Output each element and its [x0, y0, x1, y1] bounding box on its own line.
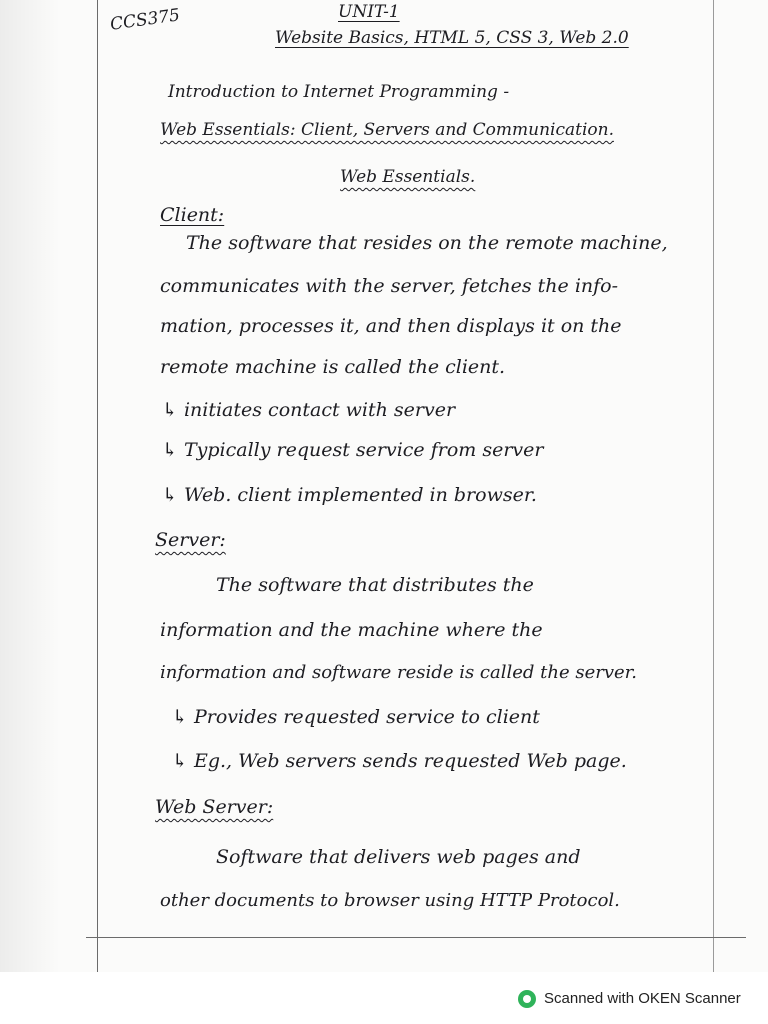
right-margin-line [713, 0, 714, 972]
client-line-2: communicates with the server, fetches the info- [160, 275, 619, 297]
bottom-rule-line [86, 937, 746, 938]
server-heading: Server: [155, 529, 226, 551]
client-line-1: The software that resides on the remote machine, [186, 232, 668, 254]
web-essentials-subtitle: Web Essentials: Client, Servers and Communication. [160, 120, 614, 140]
client-bullet-3: ↳ Web. client implemented in browser. [162, 484, 537, 506]
web-server-line-1: Software that delivers web pages and [216, 846, 581, 868]
unit-label: UNIT-1 [338, 2, 400, 22]
course-code: CCS375 [108, 5, 182, 35]
web-server-line-2: other documents to browser using HTTP Protocol. [160, 890, 620, 911]
intro-heading: Introduction to Internet Programming - [168, 82, 510, 102]
oken-scanner-logo-icon [518, 990, 536, 1008]
web-server-heading: Web Server: [155, 796, 274, 818]
server-line-3: information and software reside is called the server. [160, 662, 637, 683]
server-bullet-1: ↳ Provides requested service to client [172, 706, 540, 728]
client-bullet-2: ↳ Typically request service from server [162, 439, 544, 461]
scanner-watermark-text: Scanned with OKEN Scanner [544, 990, 741, 1007]
client-line-3: mation, processes it, and then displays it on the [160, 315, 622, 337]
client-line-4: remote machine is called the client. [160, 356, 506, 378]
server-bullet-2: ↳ Eg., Web servers sends requested Web page. [172, 750, 627, 772]
server-line-2: information and the machine where the [160, 619, 543, 641]
client-bullet-1: ↳ initiates contact with server [162, 399, 456, 421]
page-title: Website Basics, HTML 5, CSS 3, Web 2.0 [275, 28, 629, 48]
client-heading: Client: [160, 204, 225, 226]
left-margin-line [97, 0, 98, 972]
section-heading: Web Essentials. [340, 167, 476, 187]
server-line-1: The software that distributes the [216, 574, 534, 596]
